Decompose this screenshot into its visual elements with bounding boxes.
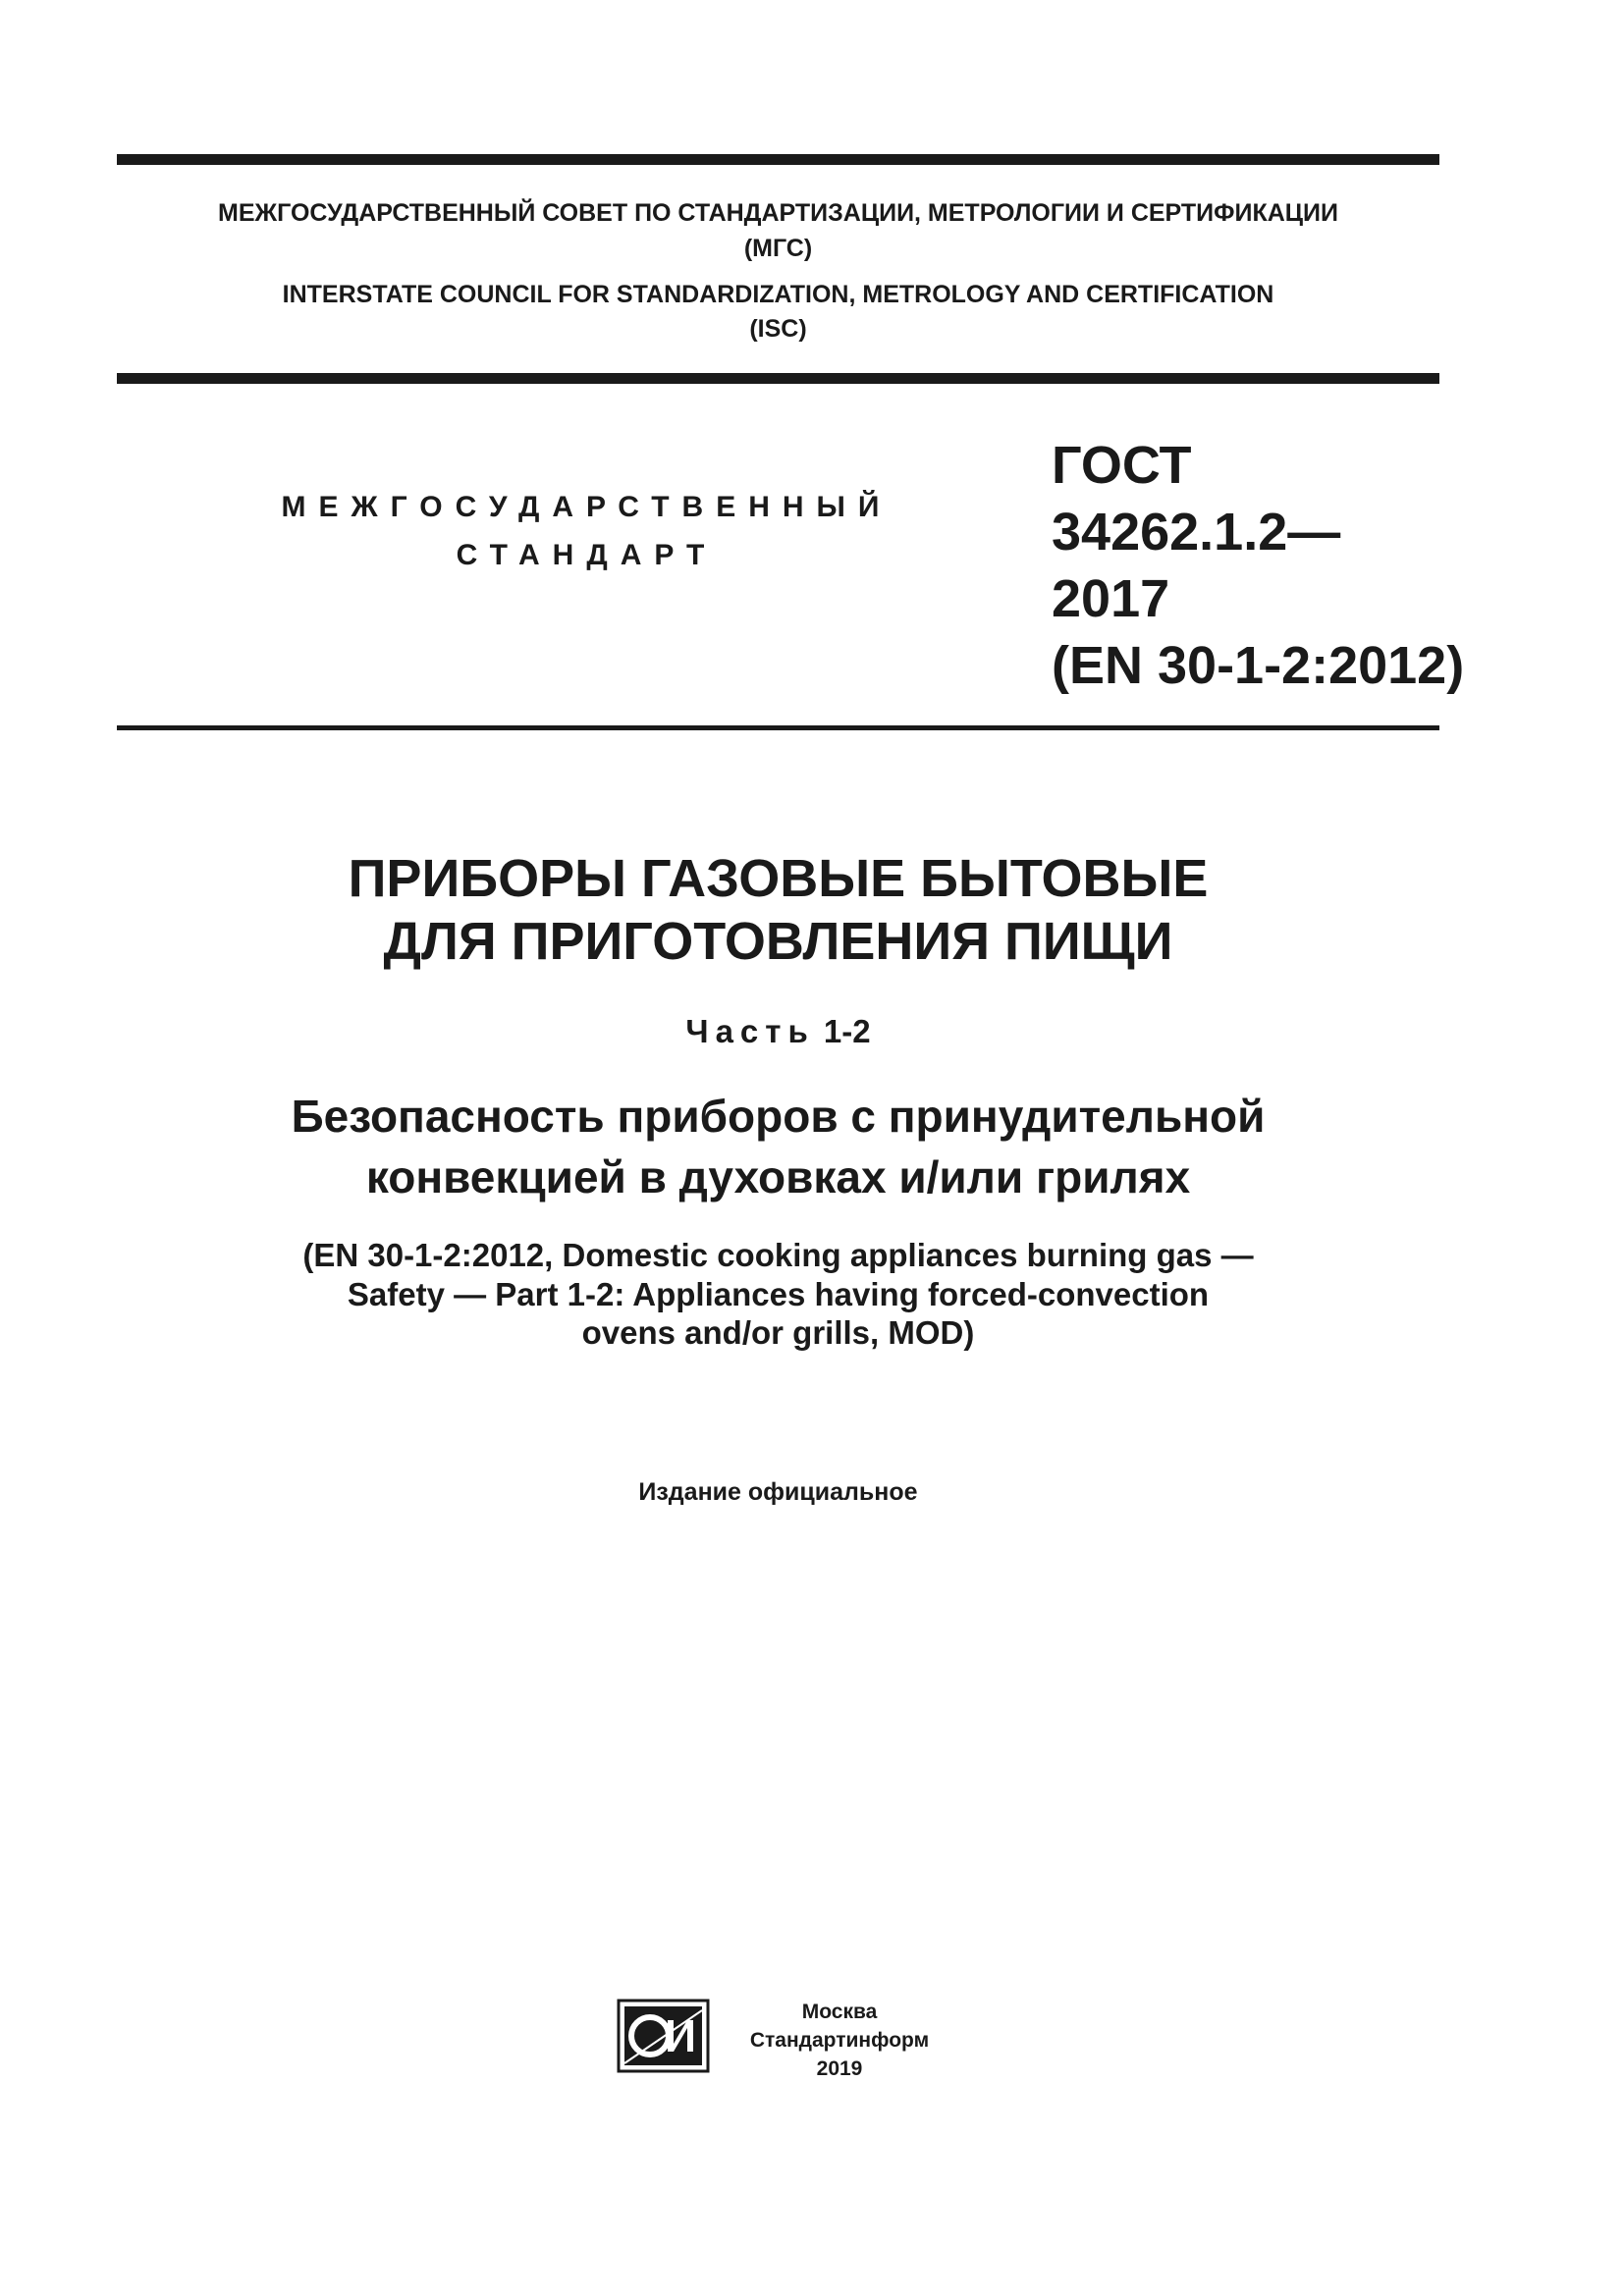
council-name-en: INTERSTATE COUNCIL FOR STANDARDIZATION, METROLOGY AND CERTIFICATION [282, 281, 1274, 308]
council-name-ru: МЕЖГОСУДАРСТВЕННЫЙ СОВЕТ ПО СТАНДАРТИЗАЦИИ, МЕТРОЛОГИИ И СЕРТИФИКАЦИИ [218, 199, 1338, 227]
standartinform-logo-icon [617, 1999, 710, 2073]
gost-number: 34262.1.2— [1052, 503, 1341, 561]
gost-label: ГОСТ [1052, 436, 1192, 495]
title-line-1: ПРИБОРЫ ГАЗОВЫЕ БЫТОВЫЕ [348, 849, 1209, 908]
publisher-block [727, 1998, 952, 2083]
title-line-2: ДЛЯ ПРИГОТОВЛЕНИЯ ПИЩИ [383, 912, 1173, 971]
bottom-rule [117, 725, 1439, 730]
middle-rule [117, 373, 1439, 384]
edition-label: Издание официальное [638, 1478, 918, 1506]
publisher-name: Стандартинформ [749, 2029, 930, 2052]
top-rule [117, 154, 1439, 165]
council-abbr-en: (ISC) [749, 315, 807, 343]
english-title-line-1: (EN 30-1-2:2012, Domestic cooking appliances burning gas — [302, 1237, 1254, 1273]
subtitle-line-2: конвекцией в духовках и/или грилях [365, 1151, 1191, 1202]
subtitle-line-1: Безопасность приборов с принудительной [291, 1091, 1266, 1142]
gost-designation [1052, 432, 1465, 699]
standard-type-line-2: СТАНДАРТ [456, 539, 718, 571]
english-title-line-3: ovens and/or grills, MOD) [581, 1314, 975, 1351]
publisher-year: 2019 [816, 2057, 863, 2080]
gost-year: 2017 [1052, 569, 1170, 628]
english-title-line-2: Safety — Part 1-2: Appliances having forced-convection [347, 1276, 1210, 1312]
part-heading [117, 1013, 1439, 1050]
publisher-city: Москва [801, 2001, 878, 2023]
part-word: Часть [685, 1013, 815, 1049]
part-number: 1-2 [823, 1013, 871, 1049]
council-abbr-ru: (МГС) [743, 235, 813, 262]
standard-type-line-1: МЕЖГОСУДАРСТВЕННЫЙ [281, 491, 893, 523]
gost-equivalent: (EN 30-1-2:2012) [1052, 636, 1465, 695]
